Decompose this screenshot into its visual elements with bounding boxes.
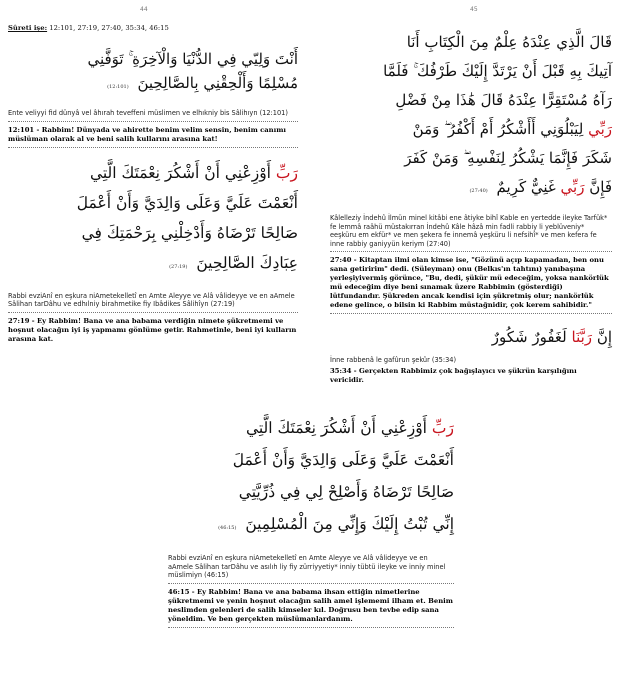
verse-ref: (12:101) [107, 84, 129, 90]
transliteration-27-19: Rabbi evziAnî en eşkura niAmetekelletî en Amte Aleyye ve Alâ vâlideyye ve en aAmele Sâlihan tarDâhu ve edhılniy birahmetike fiy Ibâdikes Sâlihîyn (27:19) [8, 291, 295, 309]
arabic-line: صَالِحًا تَرْضَاهُ وَأَصْلِحْ لِي فِي ذُرِّيَّتِي [238, 483, 454, 501]
arabic-text: عِبَادِكَ الصَّالِحِينَ [196, 253, 298, 272]
arabic-line: أَنْعَمْتَ عَلَيَّ وَعَلَى وَالِدَيَّ وَأَنْ أَعْمَلَ [232, 451, 454, 469]
divider [168, 583, 454, 584]
divider [8, 312, 298, 313]
arabic-line: آتِيكَ بِهِ قَبْلَ أَنْ يَرْتَدَّ إِلَيْكَ طَرْفُكَ ۚ فَلَمَّا [383, 62, 612, 80]
arabic-line [8, 71, 298, 99]
heading-label: Sûreti işe: [8, 24, 48, 32]
arabic-text: فَإِنَّ [589, 178, 612, 196]
arabic-line [330, 173, 612, 206]
arabic-text: قَالَ الَّذِي عِنْدَهُ عِلْمٌ مِنَ الْكِتَابِ أَنَا [406, 33, 612, 51]
divider [8, 147, 298, 148]
arabic-text: إِنَّ [596, 328, 612, 347]
dua-27-19 [8, 158, 298, 282]
dua-35-34 [330, 322, 612, 352]
arabic-line: شَكَرَ فَإِنَّمَا يَشْكُرُ لِنَفْسِهِ ۖ وَمَنْ كَفَرَ [404, 149, 612, 167]
arabic-text: لِيَبْلُوَنِي أَأَشْكُرُ أَمْ أَكْفُرُ ۖ وَمَنْ [412, 120, 584, 138]
translation-35-34: 35:34 - Gerçekten Rabbimiz çok bağışlayıcı ve şükrün karşılığını vericidir. [330, 366, 577, 384]
arabic-rabbi: رَبِّي [588, 120, 612, 138]
divider [330, 251, 612, 252]
verse-ref: (27:40) [469, 188, 488, 194]
right-column [330, 24, 612, 385]
arabic-line: صَالِحًا تَرْضَاهُ وَأَدْخِلْنِي بِرَحْمَتِكَ فِي [81, 223, 298, 242]
dua-46-15 [168, 412, 454, 544]
arabic-line [330, 28, 612, 57]
divider [8, 121, 298, 122]
arabic-line: رَآهُ مُسْتَقِرًّا عِنْدَهُ قَالَ هَٰذَا مِنْ فَضْلِ [395, 91, 612, 109]
verse-ref: (46:15) [218, 525, 237, 531]
verse-27-40 [330, 28, 612, 206]
arabic-line [8, 248, 298, 282]
arabic-text: مُسْلِمًا وَأَلْحِقْنِي بِالصَّالِحِينَ [137, 74, 298, 92]
translation-27-40: 27:40 - Kitaptan ilmi olan kimse ise, "Gözünü açıp kapamadan, ben onu sana getiririm" dedi. (Süleyman) onu (Belkıs'ın tahtını) yanıbaşına yerleşiyivermiş görünce, "Bu, dedi, şükür mü edeceğim, yoksa nankörlük mü edeceğim diye beni sınamak üzere Rabbimin (gösterdiği) lütfundandır. Şükreden ancak kendisi için şükretmiş olur; nankörlük edene gelince, o bilsin ki Rabbim müstağnidir, çok kerem sahibidir." [330, 256, 609, 310]
arabic-line: أَنْعَمْتَ عَلَيَّ وَعَلَى وَالِدَيَّ وَأَنْ أَعْمَلَ [76, 193, 298, 212]
left-column [8, 24, 298, 344]
verse-ref: (27:19) [169, 263, 188, 270]
arabic-rabbi: رَبِّ [275, 163, 298, 182]
transliteration-35-34: İnne rabbenâ le gafûrun şekûr (35:34) [330, 356, 457, 365]
translation-27-19: 27:19 - Ey Rabbim! Bana ve ana babama verdiğin nimete şükretmemi ve hoşnut olacağın iyi iş yapmamı gönlüme getir. Rahmetinle, beni iyi kulların arasına kat. [8, 316, 297, 343]
transliteration-27-40: Kâlelleziy İndehû İlmün minel kitâbi ene âtiyke bihî Kable en yertedde ileyke Tarfük* fe lemmâ raâhü müstakırran İndehû Kâle hâzâ min fadli rabbiy li yeblüveniy* eeşküru em ekfür* ve men şekera fe innemâ yeşküru li nefsihî* ve men kefera fe inne rabbiy ganiyyün keriym (27:40) [330, 214, 608, 248]
section-heading [8, 24, 298, 33]
arabic-text: لَغَفُورٌ شَكُورٌ [491, 328, 567, 347]
arabic-rabbana: رَبَّنَا [571, 328, 593, 347]
arabic-text: غَنِيٌّ كَرِيمٌ [496, 178, 556, 196]
arabic-text: أَوْزِعْنِي أَنْ أَشْكُرَ نِعْمَتَكَ الَّتِي [89, 163, 271, 182]
arabic-rabbi: رَبِّ [431, 419, 454, 437]
arabic-rabbi: رَبِّي [560, 178, 585, 196]
divider [330, 313, 612, 314]
arabic-line [330, 115, 612, 144]
arabic-line [8, 158, 298, 188]
arabic-line: أَنْتَ وَلِيّي فِي الدُّنْيَا وَالْآخِرَةِ ۚ تَوَفَّنِي [87, 50, 298, 68]
arabic-text: أَوْزِعْنِي أَنْ أَشْكُرَ نِعْمَتَكَ الَّتِي [245, 419, 427, 437]
arabic-line [168, 508, 454, 544]
transliteration-46-15: Rabbi evziAnî en eşkura niAmetekelletî en Amte Aleyye ve Alâ vâlideyye ve en aAmele Sâlihan tarDâhu ve asılıh liy fiy zürriyyetiy* inniy tübtü ileyke ve inniy minel müslimiyn (46:15) [168, 554, 446, 580]
bottom-section [168, 412, 454, 628]
transliteration-12-101: Ente veliyyi fid dünyâ vel âhırah teveffeni müslimen ve elhıkniy bis Sâlihıyn (12:101) [8, 109, 288, 117]
dua-12-101 [8, 47, 298, 99]
translation-46-15: 46:15 - Ey Rabbim! Bana ve ana babama ihsan ettiğin nimetlerine şükretmemi ve yenin hoşnut olacağın salih amel işlememi ilham et. Benim neslimden gelenleri de salih kimseler kıl. Doğrusu ben tevbe edip sana yöneldim. Ve ben gerçekten müslümanlardanım. [168, 587, 453, 623]
arabic-text: إِنِّي تُبْتُ إِلَيْكَ وَإِنِّي مِنَ الْمُسْلِمِينَ [245, 515, 454, 533]
translation-12-101: 12:101 - Rabbim! Dünyada ve ahirette benim velim sensin, benim canımı müslüman olarak al ve beni salih kullarını arasına kat! [8, 125, 286, 143]
page-number-right: 45 [470, 6, 478, 13]
page-number-left: 44 [140, 6, 148, 13]
arabic-line [168, 412, 454, 444]
divider [168, 627, 454, 628]
heading-refs: 12:101, 27:19, 27:40, 35:34, 46:15 [49, 24, 169, 32]
